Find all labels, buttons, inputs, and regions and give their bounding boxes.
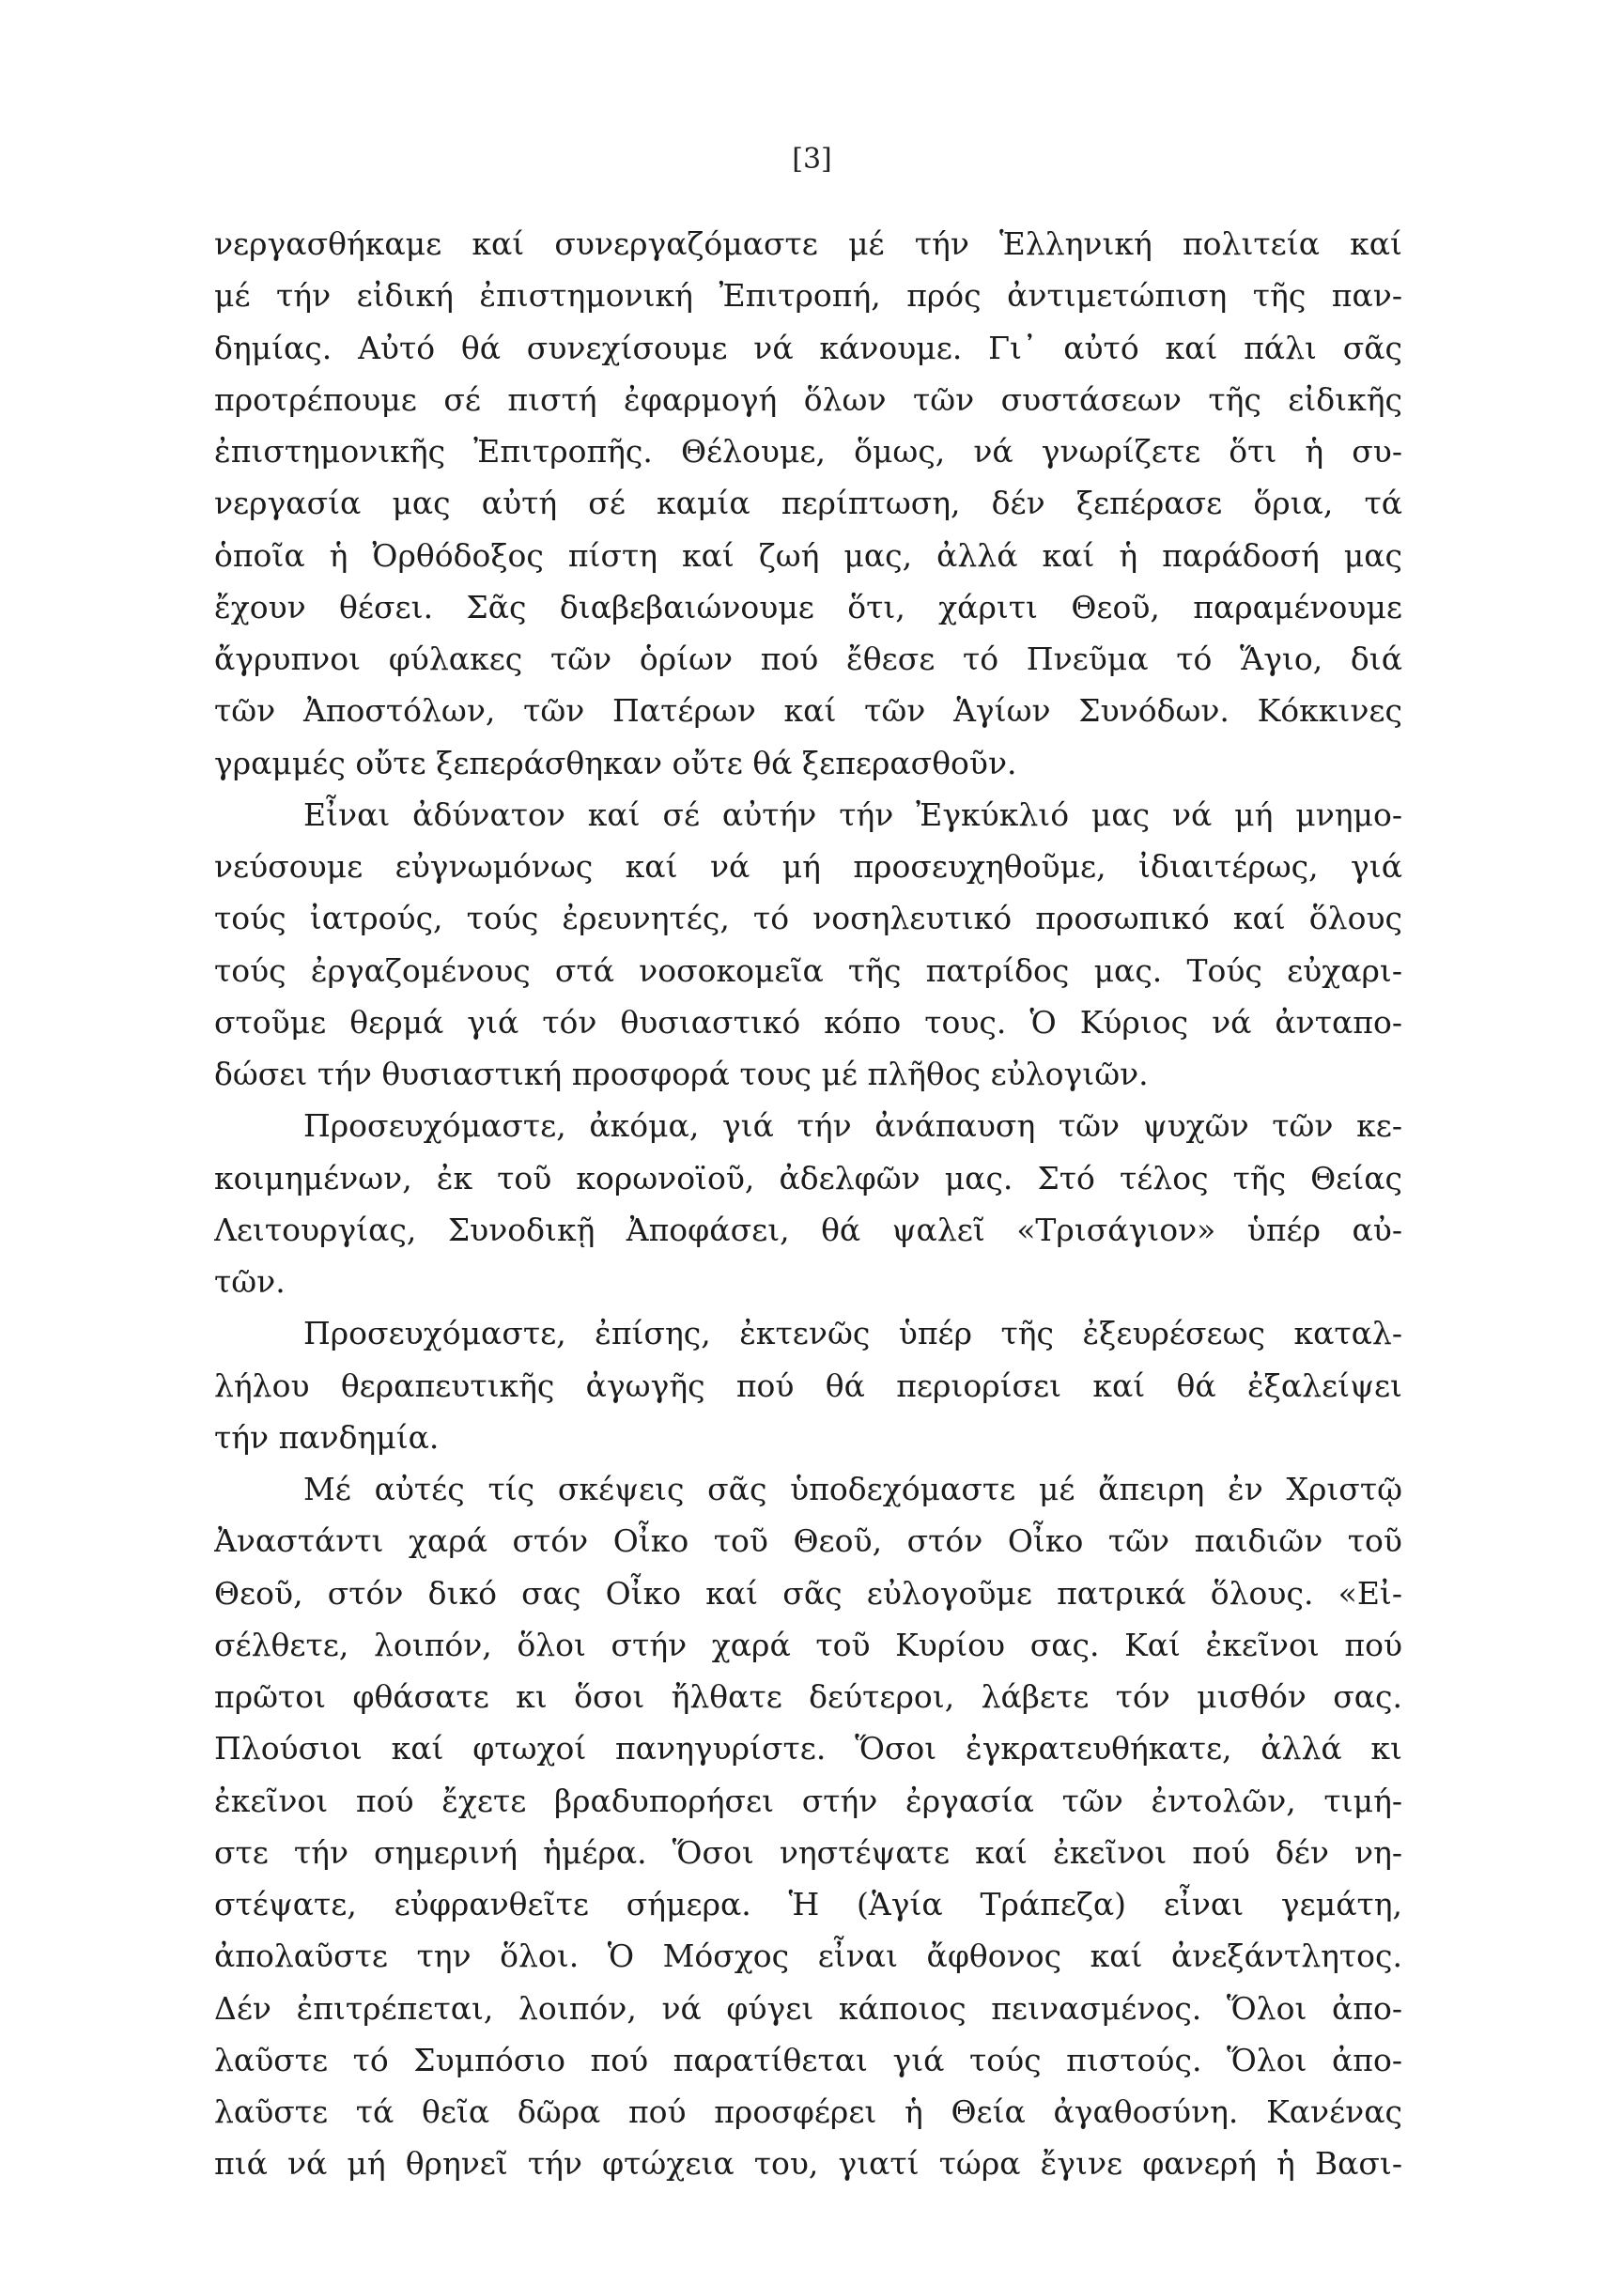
text-line: Πλούσιοι καί φτωχοί πανηγυρίστε. Ὅσοι ἐγκρατευθήκατε, ἀλλά κι <box>214 1730 1402 1768</box>
page-number: [3] <box>792 143 832 176</box>
text-line: Λειτουργίας, Συνοδικῇ Ἀποφάσει, θά ψαλεῖ «Τρισάγιον» ὑπέρ αὐ- <box>214 1211 1402 1248</box>
text-line: Μέ αὐτές τίς σκέψεις σᾶς ὑποδεχόμαστε μέ ἄπειρη ἐν Χριστῷ <box>303 1471 1402 1507</box>
text-line: Εἶναι ἀδύνατον καί σέ αὐτήν τήν Ἐγκύκλιό μας νά μή μνημο- <box>303 795 1402 833</box>
text-line: τήν πανδημία. <box>214 1418 440 1456</box>
text-line: στοῦμε θερμά γιά τόν θυσιαστικό κόπο τους. Ὁ Κύριος νά ἀνταπο- <box>214 1003 1402 1041</box>
text-line: ἀπολαῦστε την ὅλοι. Ὁ Μόσχος εἶναι ἄφθονος καί ἀνεξάντλητος. <box>214 1938 1402 1975</box>
text-line: λαῦστε τό Συμπόσιο πού παρατίθεται γιά τούς πιστούς. Ὅλοι ἀπο- <box>214 2041 1402 2078</box>
text-line: ἄγρυπνοι φύλακες τῶν ὁρίων πού ἔθεσε τό Πνεῦμα τό Ἅγιο, διά <box>214 641 1402 677</box>
text-line: μέ τήν εἰδική ἐπιστημονική Ἐπιτροπή, πρός ἀντιμετώπιση τῆς παν- <box>214 277 1402 315</box>
text-line: ἐπιστημονικῆς Ἐπιτροπῆς. Θέλουμε, ὅμως, νά γνωρίζετε ὅτι ἡ συ- <box>214 433 1402 470</box>
text-line: Θεοῦ, στόν δικό σας Οἶκο καί σᾶς εὐλογοῦμε πατρικά ὅλους. «Εἰ- <box>214 1574 1402 1612</box>
text-line: στέψατε, εὐφρανθεῖτε σήμερα. Ἡ (Ἁγία Τράπεζα) εἶναι γεμάτη, <box>214 1886 1402 1922</box>
text-line: νεργασθήκαμε καί συνεργαζόμαστε μέ τήν Ἑλληνική πολιτεία καί <box>214 225 1402 262</box>
text-line: τῶν Ἀποστόλων, τῶν Πατέρων καί τῶν Ἁγίων Συνόδων. Κόκκινες <box>214 692 1402 730</box>
text-line: νεργασία μας αὐτή σέ καμία περίπτωση, δέν ξεπέρασε ὅρια, τά <box>214 485 1402 522</box>
text-line: πρῶτοι φθάσατε κι ὅσοι ἤλθατε δεύτεροι, λάβετε τόν μισθόν σας. <box>214 1678 1402 1715</box>
text-line: τῶν. <box>214 1263 286 1300</box>
text-line: Δέν ἐπιτρέπεται, λοιπόν, νά φύγει κάποιος πεινασμένος. Ὅλοι ἀπο- <box>214 1989 1402 2027</box>
text-line: λαῦστε τά θεῖα δῶρα πού προσφέρει ἡ Θεία ἀγαθοσύνη. Κανένας <box>214 2093 1402 2130</box>
text-line: Προσευχόμαστε, ἐπίσης, ἐκτενῶς ὑπέρ τῆς ἐξευρέσεως καταλ- <box>303 1315 1402 1352</box>
text-line: Προσευχόμαστε, ἀκόμα, γιά τήν ἀνάπαυση τῶν ψυχῶν τῶν κε- <box>303 1107 1402 1145</box>
text-line: Ἀναστάντι χαρά στόν Οἶκο τοῦ Θεοῦ, στόν Οἶκο τῶν παιδιῶν τοῦ <box>214 1522 1402 1560</box>
text-line: πιά νά μή θρηνεῖ τήν φτώχεια του, γιατί τώρα ἔγινε φανερή ἡ Βασι- <box>214 2145 1402 2183</box>
text-line: δημίας. Αὐτό θά συνεχίσουμε νά κάνουμε. Γι᾽ αὐτό καί πάλι σᾶς <box>214 329 1402 366</box>
text-line: κοιμημένων, ἐκ τοῦ κορωνοϊοῦ, ἀδελφῶν μας. Στό τέλος τῆς Θείας <box>214 1159 1402 1197</box>
text-line: ὁποῖα ἡ Ὀρθόδοξος πίστη καί ζωή μας, ἀλλά καί ἡ παράδοσή μας <box>214 536 1402 574</box>
text-line: προτρέπουμε σέ πιστή ἐφαρμογή ὅλων τῶν συστάσεων τῆς εἰδικῆς <box>214 380 1402 418</box>
text-line: ἔχουν θέσει. Σᾶς διαβεβαιώνουμε ὅτι, χάριτι Θεοῦ, παραμένουμε <box>214 588 1402 625</box>
text-line: λήλου θεραπευτικῆς ἀγωγῆς πού θά περιορίσει καί θά ἐξαλείψει <box>214 1366 1402 1404</box>
text-line: ἐκεῖνοι πού ἔχετε βραδυπορήσει στήν ἐργασία τῶν ἐντολῶν, τιμή- <box>214 1782 1402 1819</box>
text-line: νεύσουμε εὐγνωμόνως καί νά μή προσευχηθοῦμε, ἰδιαιτέρως, γιά <box>214 848 1402 885</box>
text-line: δώσει τήν θυσιαστική προσφορά τους μέ πλῆθος εὐλογιῶν. <box>214 1056 1149 1092</box>
text-line: τούς ἐργαζομένους στά νοσοκομεῖα τῆς πατρίδος μας. Τούς εὐχαρι- <box>214 951 1402 989</box>
text-line: τούς ἰατρούς, τούς ἐρευνητές, τό νοσηλευτικό προσωπικό καί ὅλους <box>214 900 1402 937</box>
text-line: γραμμές οὔτε ξεπεράσθηκαν οὔτε θά ξεπερασθοῦν. <box>214 744 1017 781</box>
text-line: στε τήν σημερινή ἡμέρα. Ὅσοι νηστέψατε καί ἐκεῖνοι πού δέν νη- <box>214 1833 1402 1871</box>
text-line: σέλθετε, λοιπόν, ὅλοι στήν χαρά τοῦ Κυρίου σας. Καί ἐκεῖνοι πού <box>214 1626 1402 1663</box>
body-text <box>214 218 1402 2190</box>
